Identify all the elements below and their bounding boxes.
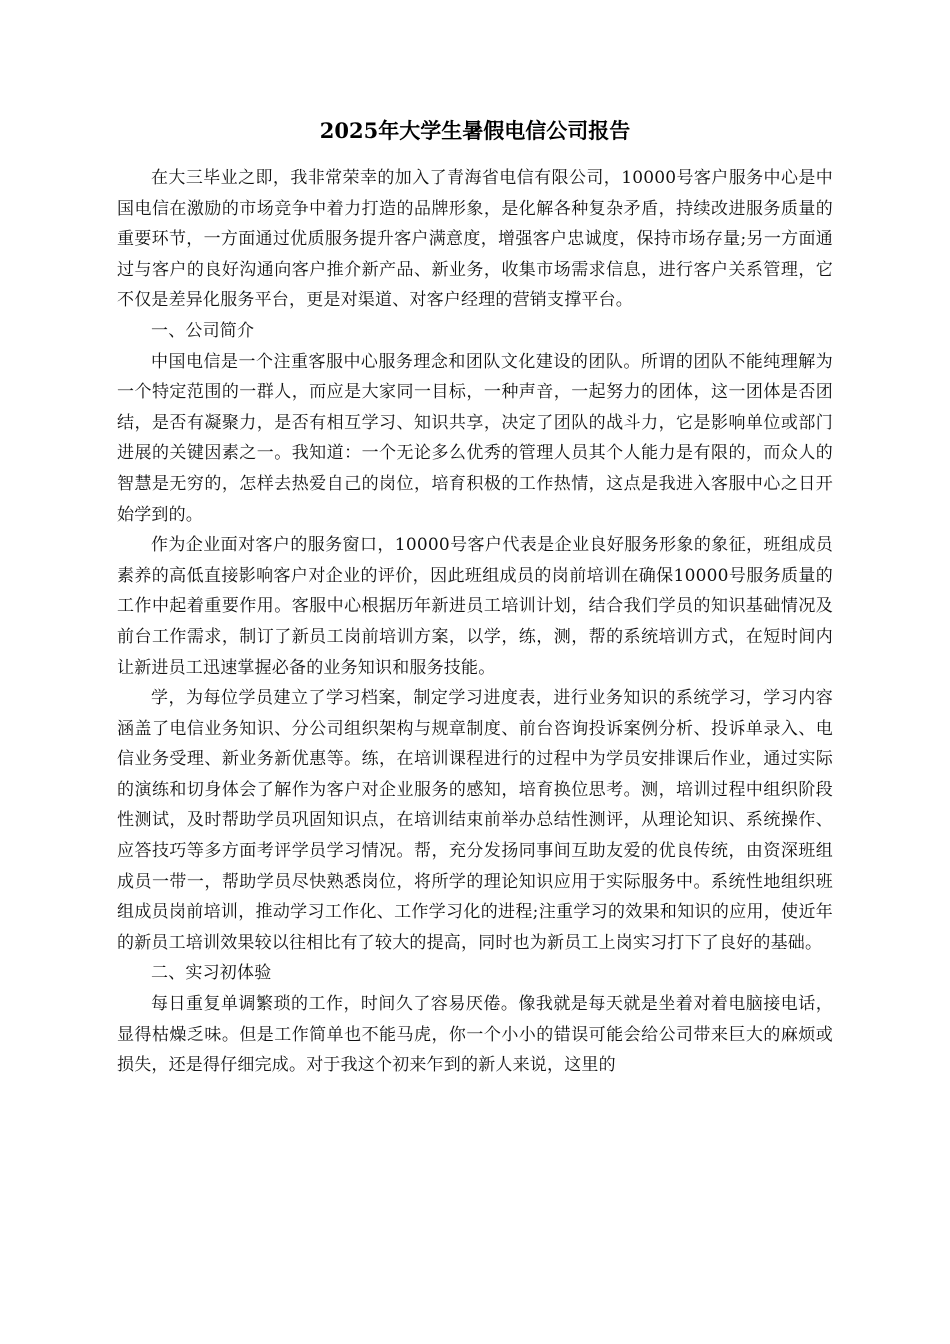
document-body bbox=[117, 163, 833, 1081]
paragraph-service-window: 作为企业面对客户的服务窗口，10000号客户代表是企业良好服务形象的象征，班组成员素养的高低直接影响客户对企业的评价，因此班组成员的岗前培训在确保10000号服务质量的工作中起着重要作用。客服中心根据历年新进员工培训计划，结合我们学员的知识基础情况及前台工作需求，制订了新员工岗前培训方案，以学，练，测，帮的系统培训方式，在短时间内让新进员工迅速掌握必备的业务知识和服务技能。 bbox=[117, 535, 833, 678]
paragraph-team-culture: 中国电信是一个注重客服中心服务理念和团队文化建设的团队。所谓的团队不能纯理解为一个特定范围的一群人，而应是大家同一目标，一种声音，一起努力的团体，这一团体是否团结，是否有凝聚力，是否有相互学习、知识共享，决定了团队的战斗力，它是影响单位或部门进展的关键因素之一。我知道：一个无论多么优秀的管理人员其个人能力是有限的，而众人的智慧是无穷的，怎样去热爱自己的岗位，培育积极的工作热情，这点是我进入客服中心之日开始学到的。 bbox=[117, 351, 833, 525]
section-heading-internship: 二、实习初体验 bbox=[151, 963, 272, 984]
document-title: 2025年大学生暑假电信公司报告 bbox=[319, 118, 631, 143]
paragraph-internship-experience: 每日重复单调繁琐的工作，时间久了容易厌倦。像我就是每天就是坐着对着电脑接电话，显得枯燥乏味。但是工作简单也不能马虎，你一个小小的错误可能会给公司带来巨大的麻烦或损失，还是得仔细完成。对于我这个初来乍到的新人来说，这里的 bbox=[117, 994, 833, 1076]
section-heading-company-intro: 一、公司简介 bbox=[151, 320, 255, 341]
paragraph-training-method: 学，为每位学员建立了学习档案，制定学习进度表，进行业务知识的系统学习，学习内容涵盖了电信业务知识、分公司组织架构与规章制度、前台咨询投诉案例分析、投诉单录入、电信业务受理、新业务新优惠等。练，在培训课程进行的过程中为学员安排课后作业，通过实际的演练和切身体会了解作为客户对企业服务的感知，培育换位思考。测，培训过程中组织阶段性测试，及时帮助学员巩固知识点，在培训结束前举办总结性测评，从理论知识、系统操作、应答技巧等多方面考评学员学习情况。帮，充分发扬同事间互助友爱的优良传统，由资深班组成员一带一，帮助学员尽快熟悉岗位，将所学的理论知识应用于实际服务中。系统性地组织班组成员岗前培训，推动学习工作化、工作学习化的进程;注重学习的效果和知识的应用，使近年的新员工培训效果较以往相比有了较大的提高，同时也为新员工上岗实习打下了良好的基础。 bbox=[117, 688, 833, 953]
paragraph-intro: 在大三毕业之即，我非常荣幸的加入了青海省电信有限公司，10000号客户服务中心是中国电信在激励的市场竞争中着力打造的品牌形象，是化解各种复杂矛盾，持续改进服务质量的重要环节，一方面通过优质服务提升客户满意度，增强客户忠诚度，保持市场存量;另一方面通过与客户的良好沟通向客户推介新产品、新业务，收集市场需求信息，进行客户关系管理，它不仅是差异化服务平台，更是对渠道、对客户经理的营销支撑平台。 bbox=[117, 168, 833, 311]
